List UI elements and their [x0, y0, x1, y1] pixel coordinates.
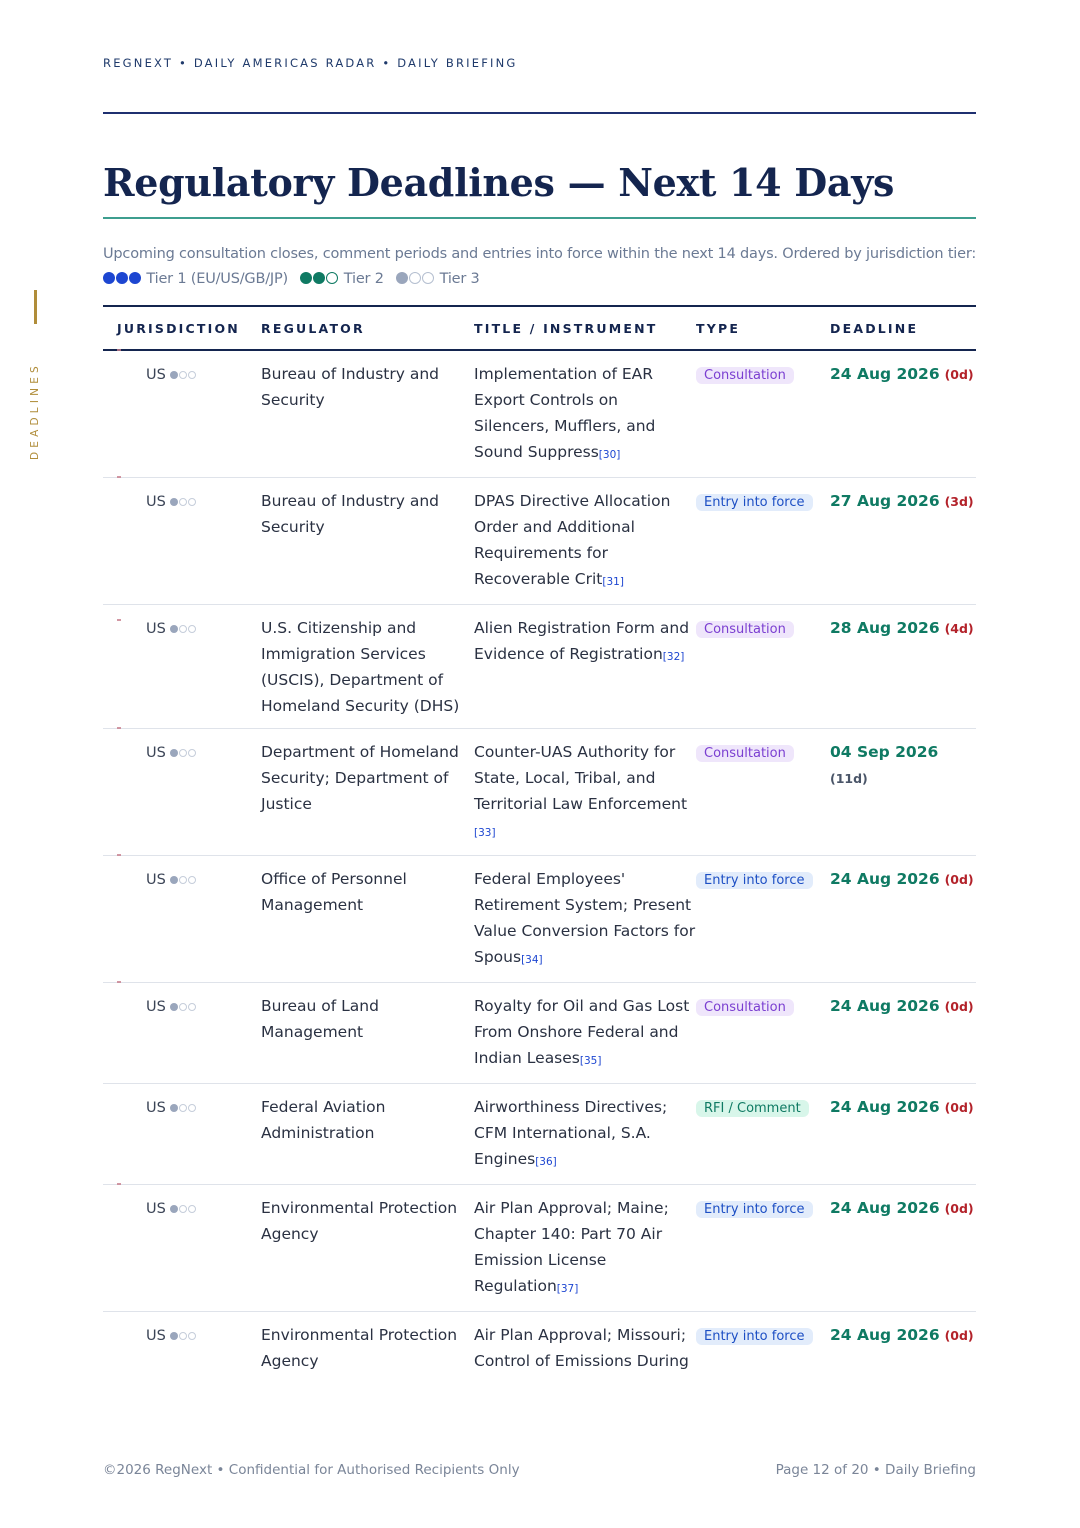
deadline-cell	[830, 350, 976, 478]
jurisdiction-cell	[103, 1185, 261, 1312]
title-cell	[474, 856, 696, 983]
days-remaining: (3d)	[944, 494, 974, 509]
row-marker	[117, 476, 121, 478]
tier-dot-empty-icon	[179, 1003, 187, 1011]
type-cell	[696, 983, 830, 1084]
reference-link[interactable]: [34]	[521, 954, 543, 966]
column-header-title: TITLE / INSTRUMENT	[474, 306, 696, 350]
days-remaining: (0d)	[944, 872, 974, 887]
tier-dot-icon	[170, 498, 178, 506]
intro-text: Upcoming consultation closes, comment periods and entries into force within the next 14 days. Ordered by jurisdiction tier:	[103, 246, 977, 262]
type-cell	[696, 1084, 830, 1185]
jurisdiction-cell	[103, 729, 261, 856]
tier-dot-icon	[116, 272, 128, 284]
title-cell	[474, 478, 696, 605]
type-cell	[696, 605, 830, 729]
regulator-cell: Department of Homeland Security; Department of Justice	[261, 729, 474, 856]
reference-link[interactable]: [36]	[535, 1156, 557, 1168]
legend-tier-3-label: Tier 3	[439, 271, 480, 287]
legend-tier-2	[300, 271, 388, 287]
deadline-cell	[830, 1084, 976, 1185]
regulator-cell: U.S. Citizenship and Immigration Services (USCIS), Department of Homeland Security (DHS)	[261, 605, 474, 729]
tier-dot-icon	[313, 272, 325, 284]
row-marker	[117, 727, 121, 729]
deadline-date: 27 Aug 2026	[830, 492, 940, 510]
intro-paragraph	[103, 242, 983, 292]
tier-dot-empty-icon	[326, 272, 338, 284]
page-title: Regulatory Deadlines — Next 14 Days	[103, 160, 895, 205]
reference-link[interactable]: [32]	[662, 651, 685, 663]
reference-link[interactable]: [37]	[556, 1283, 579, 1295]
column-header-jurisdiction: JURISDICTION	[103, 306, 261, 350]
table-row	[103, 856, 976, 983]
type-cell	[696, 729, 830, 856]
tier-dot-empty-icon	[409, 272, 421, 284]
column-header-deadline: DEADLINE	[830, 306, 976, 350]
footer-copyright: ©2026 RegNext • Confidential for Authorised Recipients Only	[103, 1462, 520, 1478]
deadline-cell	[830, 1312, 976, 1384]
instrument-title: Alien Registration Form and Evidence of Registration	[474, 619, 690, 663]
tier-dot-icon	[170, 749, 178, 757]
instrument-title: Federal Employees' Retirement System; Present Value Conversion Factors for Spous	[474, 870, 696, 966]
type-cell	[696, 350, 830, 478]
section-side-label: DEADLINES	[29, 362, 41, 460]
tier-dot-icon	[170, 625, 178, 633]
tier-dot-icon	[170, 1104, 178, 1112]
deadline-cell	[830, 983, 976, 1084]
type-badge: Consultation	[696, 367, 794, 384]
jurisdiction-cell	[103, 605, 261, 729]
deadline-date: 24 Aug 2026	[830, 1098, 940, 1116]
tier-dot-icon	[170, 876, 178, 884]
days-remaining: (0d)	[944, 1100, 974, 1115]
jurisdiction-code: US	[146, 745, 166, 761]
tier-dot-icon	[103, 272, 115, 284]
tier-dot-empty-icon	[188, 876, 196, 884]
type-cell	[696, 1185, 830, 1312]
days-remaining: (0d)	[944, 999, 974, 1014]
table-row	[103, 1185, 976, 1312]
table-row	[103, 729, 976, 856]
jurisdiction-cell	[103, 1312, 261, 1384]
deadline-cell	[830, 605, 976, 729]
instrument-title: Air Plan Approval; Missouri; Control of Emissions During	[474, 1326, 689, 1370]
regulator-cell: Environmental Protection Agency	[261, 1185, 474, 1312]
days-remaining: (4d)	[944, 621, 974, 636]
tier-dot-empty-icon	[179, 625, 187, 633]
reference-link[interactable]: [31]	[602, 576, 624, 588]
title-divider	[103, 217, 976, 219]
title-cell	[474, 729, 696, 856]
jurisdiction-code: US	[146, 1100, 166, 1116]
type-badge: Entry into force	[696, 494, 813, 511]
deadline-date: 24 Aug 2026	[830, 1326, 940, 1344]
jurisdiction-code: US	[146, 494, 166, 510]
tier-dot-empty-icon	[188, 1003, 196, 1011]
title-cell	[474, 1084, 696, 1185]
tier-dot-icon	[129, 272, 141, 284]
tier-dot-empty-icon	[179, 876, 187, 884]
instrument-title: Airworthiness Directives; CFM International, S.A. Engines	[474, 1098, 668, 1168]
type-cell	[696, 856, 830, 983]
tier-dot-icon	[170, 1205, 178, 1213]
legend-tier-1-label: Tier 1 (EU/US/GB/JP)	[146, 271, 288, 287]
type-cell	[696, 1312, 830, 1384]
tier-dot-empty-icon	[179, 1332, 187, 1340]
table-row	[103, 478, 976, 605]
table-row	[103, 350, 976, 478]
row-marker	[117, 981, 121, 983]
jurisdiction-code: US	[146, 999, 166, 1015]
row-marker	[117, 349, 121, 351]
tier-dot-empty-icon	[179, 1104, 187, 1112]
title-cell	[474, 350, 696, 478]
table-row	[103, 605, 976, 729]
type-badge: Consultation	[696, 621, 794, 638]
days-remaining: (11d)	[830, 771, 868, 786]
days-remaining: (0d)	[944, 367, 974, 382]
deadline-cell	[830, 478, 976, 605]
tier-dot-empty-icon	[179, 371, 187, 379]
legend-tier-1	[103, 271, 292, 287]
regulator-cell: Bureau of Industry and Security	[261, 350, 474, 478]
deadline-date: 24 Aug 2026	[830, 870, 940, 888]
type-badge: Consultation	[696, 745, 794, 762]
instrument-title: Counter-UAS Authority for State, Local, Tribal, and Territorial Law Enforcement	[474, 743, 688, 813]
jurisdiction-cell	[103, 1084, 261, 1185]
type-badge: Entry into force	[696, 1201, 813, 1218]
jurisdiction-code: US	[146, 872, 166, 888]
instrument-title: Implementation of EAR Export Controls on Silencers, Mufflers, and Sound Suppress	[474, 365, 656, 461]
regulator-cell: Environmental Protection Agency	[261, 1326, 458, 1370]
jurisdiction-code: US	[146, 1328, 166, 1344]
tier-dot-empty-icon	[188, 1332, 196, 1340]
jurisdiction-code: US	[146, 367, 166, 383]
tier-dot-empty-icon	[188, 1104, 196, 1112]
deadline-cell	[830, 856, 976, 983]
table-row	[103, 1312, 976, 1384]
header-divider	[103, 112, 976, 114]
tier-dot-empty-icon	[422, 272, 434, 284]
regulator-cell: Bureau of Land Management	[261, 983, 474, 1084]
breadcrumb: REGNEXT • DAILY AMERICAS RADAR • DAILY BRIEFING	[103, 56, 518, 70]
jurisdiction-cell	[103, 856, 261, 983]
tier-dot-empty-icon	[188, 749, 196, 757]
tier-dot-empty-icon	[188, 371, 196, 379]
table-row	[103, 983, 976, 1084]
days-remaining: (0d)	[944, 1201, 974, 1216]
tier-dot-empty-icon	[188, 498, 196, 506]
table-header-row	[103, 306, 976, 350]
row-marker	[117, 1183, 121, 1185]
footer-page-number: Page 12 of 20 • Daily Briefing	[775, 1462, 976, 1478]
jurisdiction-cell	[103, 478, 261, 605]
regulator-cell: Bureau of Industry and Security	[261, 478, 474, 605]
instrument-title: Royalty for Oil and Gas Lost From Onshore Federal and Indian Leases	[474, 997, 690, 1067]
reference-link[interactable]: [35]	[579, 1055, 602, 1067]
column-header-regulator: REGULATOR	[261, 306, 474, 350]
legend-tier-3	[396, 271, 479, 287]
table-row	[103, 1084, 976, 1185]
tier-dot-empty-icon	[179, 749, 187, 757]
deadline-date: 24 Aug 2026	[830, 365, 940, 383]
tier-dot-empty-icon	[188, 625, 196, 633]
title-cell	[474, 1185, 696, 1312]
tier-dot-empty-icon	[179, 1205, 187, 1213]
type-badge: RFI / Comment	[696, 1100, 809, 1117]
tier-dot-icon	[170, 371, 178, 379]
jurisdiction-code: US	[146, 1201, 166, 1217]
tier-dot-icon	[300, 272, 312, 284]
tier-dot-icon	[170, 1003, 178, 1011]
instrument-title: DPAS Directive Allocation Order and Additional Requirements for Recoverable Crit	[474, 492, 671, 588]
column-header-type: TYPE	[696, 306, 830, 350]
title-cell	[474, 983, 696, 1084]
jurisdiction-cell	[103, 350, 261, 478]
deadline-date: 04 Sep 2026	[830, 743, 939, 761]
jurisdiction-cell	[103, 983, 261, 1084]
title-cell	[474, 1312, 696, 1384]
tier-dot-icon	[396, 272, 408, 284]
row-marker	[117, 619, 121, 621]
days-remaining: (0d)	[944, 1328, 974, 1343]
tier-dot-empty-icon	[179, 498, 187, 506]
jurisdiction-code: US	[146, 621, 166, 637]
deadline-date: 28 Aug 2026	[830, 619, 940, 637]
deadline-date: 24 Aug 2026	[830, 997, 940, 1015]
type-badge: Consultation	[696, 999, 794, 1016]
legend-tier-2-label: Tier 2	[343, 271, 384, 287]
regulator-cell: Federal Aviation Administration	[261, 1084, 474, 1185]
title-cell	[474, 605, 696, 729]
reference-link[interactable]: [33]	[474, 827, 496, 839]
row-marker	[117, 854, 121, 856]
deadlines-table	[103, 305, 976, 1383]
tier-dot-icon	[170, 1332, 178, 1340]
tier-dot-empty-icon	[188, 1205, 196, 1213]
type-badge: Entry into force	[696, 872, 813, 889]
instrument-title: Air Plan Approval; Maine; Chapter 140: Part 70 Air Emission License Regulation	[474, 1199, 669, 1295]
deadline-cell	[830, 729, 976, 856]
tier-legend	[103, 267, 983, 292]
type-cell	[696, 478, 830, 605]
reference-link[interactable]: [30]	[598, 449, 621, 461]
deadline-cell	[830, 1185, 976, 1312]
regulator-cell: Office of Personnel Management	[261, 856, 474, 983]
type-badge: Entry into force	[696, 1328, 813, 1345]
deadline-date: 24 Aug 2026	[830, 1199, 940, 1217]
side-accent-bar	[34, 290, 37, 324]
